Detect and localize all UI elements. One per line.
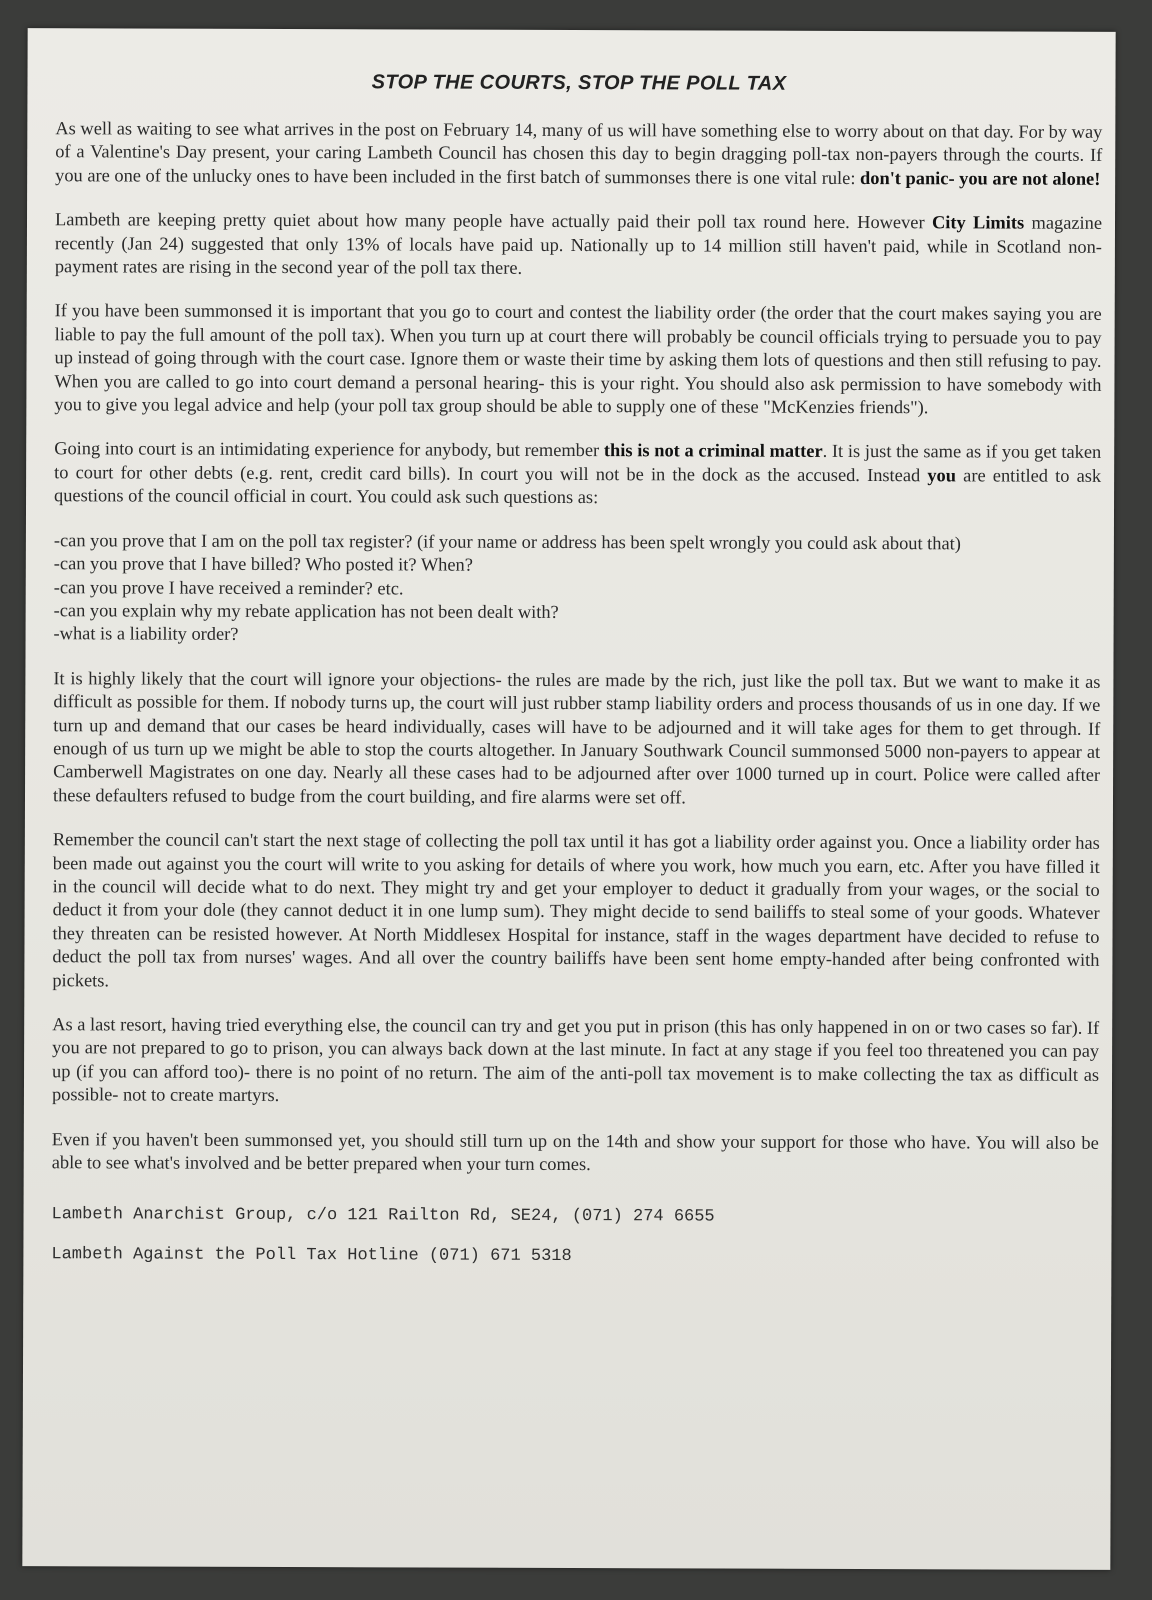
emphasis-text: you — [927, 465, 957, 486]
emphasis-text: City Limits — [931, 212, 1025, 233]
paragraph-text: are entitled to ask questions of the council official in court. You could ask such questions as: — [54, 465, 1102, 508]
list-item: -can you prove that I am on the poll tax register? (if your name or address has been spelt wrongly you could ask about that) — [53, 529, 961, 554]
contact-anarchist-group: Lambeth Anarchist Group, c/o 121 Railton Rd, SE24, (071) 274 6655 — [51, 1205, 715, 1227]
leaflet-page — [22, 28, 1115, 1570]
contact-hotline: Lambeth Against the Poll Tax Hotline (071) 671 5318 — [51, 1245, 572, 1267]
list-item: -can you prove I have received a reminder? etc. — [53, 576, 404, 598]
list-item: -what is a liability order? — [53, 623, 239, 645]
paragraph-last-resort: As a last resort, having tried everything else, the council can try and get you put in prison (this has only happened in on or two cases so far). If you are not prepared to go to prison, you can always back down at the last minute. In fact at any stage if you feel too threatened you can pay up (if you can afford too)- there is no point of no return. The aim of the anti-poll tax movement is to make collecting the tax as difficult as possible- not to create martyrs. — [51, 1014, 1100, 1106]
paragraph-text: Lambeth are keeping pretty quiet about how many people have actually paid their poll tax round here. However — [54, 209, 933, 233]
paragraph-text: As well as waiting to see what arrives in the post on February 14, many of us will have something else to worry about on that day. For by way of a Valentine's Day present, your caring Lambeth Council has chosen this day to begin dragging poll-tax non-payers through the courts. If you are one of the unlucky ones to have been included in the first batch of summonses there is one vital rule: — [55, 118, 1103, 188]
contact-footer — [51, 1196, 1098, 1280]
paragraph-going-to-court — [54, 438, 1101, 512]
list-item: -can you explain why my rebate application has not been dealt with? — [53, 600, 559, 622]
leaflet-title: STOP THE COURTS, STOP THE POLL TAX — [371, 71, 787, 95]
leaflet-content — [51, 70, 1102, 1279]
paragraph-text: . It is just the same as if you get taken to court for other debts (e.g. rent, credit card bills). In court you will not be in the dock as the accused. Instead — [54, 441, 1102, 486]
paragraph-show-support: Even if you haven't been summonsed yet, you should still turn up on the 14th and show your support for those who have. You will also be able to see what's involved and be better prepared when your turn comes. — [51, 1128, 1099, 1175]
emphasis-text: this is not a criminal matter — [603, 440, 823, 462]
paragraph-objections: It is highly likely that the court will ignore your objections- the rules are made by the rich, just like the poll tax. But we want to make it as difficult as possible for them. If nobody turns up, the court will just rubber stamp liability orders and process thousands of us in one day. If we turn up and demand that our cases be heard individually, cases will have to be adjourned and it will take ages for them to get through. If enough of us turn up we might be able to stop the courts altogether. In January Southwark Council summonsed 5000 non-payers to appear at Camberwell Magistrates on one day. Nearly all these cases had to be adjourned after over 1000 turned up in court. Police were called after these defaulters refused to budge from the court building, and fire alarms were set off. — [52, 667, 1101, 808]
paragraph-liability-order: Remember the council can't start the next stage of collecting the poll tax until it has got a liability order against you. Once a liability order has been made out against you the court will write to you asking for details of where you work, how much you earn, etc. After you have filled it in the council will decide what to do next. They might try and get your employer to deduct it gradually from your wages, or the social to deduct it from your dole (they cannot deduct it in one lump sum). They might decide to send bailiffs to steal some of your goods. Whatever they threaten can be resisted however. At North Middlesex Hospital for instance, staff in the wages department have decided to refuse to deduct the poll tax from nurses' wages. And all over the country bailiffs have been sent home empty-handed after being confronted with pickets. — [52, 829, 1100, 990]
paragraph-text: Going into court is an intimidating experience for anybody, but remember — [54, 438, 604, 461]
paragraph-summonsed: If you have been summonsed it is important that you go to court and contest the liability order (the order that the court makes saying you are liable to pay the full amount of the poll tax). When you turn up at court there will probably be council officials trying to persuade you to pay up instead of going through with the court case. Ignore them or waste their time by asking them lots of questions and then still refusing to pay. When you are called to go into court demand a personal hearing- this is your right. You should also ask permission to have somebody with you to give you legal advice and help (your poll tax group should be able to supply one of these "McKenzies friends"). — [54, 300, 1102, 418]
paragraph-valentines — [55, 117, 1102, 191]
paragraph-payment-rates — [55, 208, 1102, 282]
list-item: -can you prove that I have billed? Who posted it? When? — [53, 553, 473, 575]
emphasis-text: don't panic- you are not alone! — [860, 167, 1101, 189]
question-list — [54, 529, 1101, 650]
paragraph-text: magazine recently (Jan 24) suggested that only 13% of locals have paid up. Nationally up to 14 million still haven't paid, while in Scotland non-payment rates are rising in the second year of the poll tax there. — [54, 212, 1103, 278]
